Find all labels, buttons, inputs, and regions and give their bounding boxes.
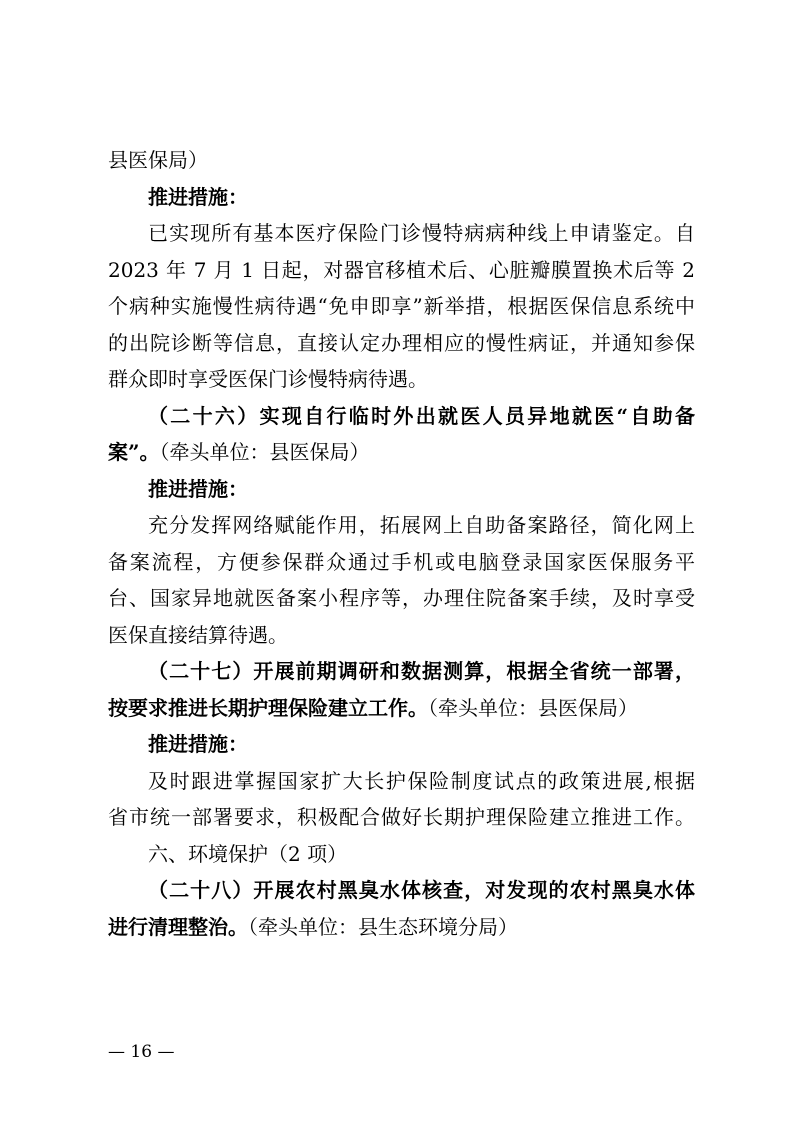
document-body xyxy=(108,142,695,945)
item-heading-text: 进行清理整治。 xyxy=(108,914,248,939)
item-heading-28: （二十八）开展农村黑臭水体核查，对发现的农村黑臭水体 xyxy=(148,878,695,902)
item-heading-text: 案”。 xyxy=(108,440,160,464)
paragraph-line: 县医保局） xyxy=(108,148,208,172)
measures-heading: 推进措施： xyxy=(148,184,248,209)
measures-heading: 推进措施： xyxy=(148,732,248,756)
lead-unit: （牵头单位：县医保局） xyxy=(428,695,638,720)
item-heading-text: 按要求推进长期护理保险建立工作。 xyxy=(108,695,428,720)
item-heading-28-cont xyxy=(108,909,695,946)
lead-unit: （牵头单位：县医保局） xyxy=(159,440,370,464)
item-heading-26-cont xyxy=(108,434,695,471)
paragraph-line: 台、国家异地就医备案小程序等，办理住院备案手续，及时享受 xyxy=(108,586,695,610)
measures-heading: 推进措施： xyxy=(148,476,248,501)
section-heading: 六、环境保护（2 项） xyxy=(148,841,348,866)
paragraph-line: 2023 年 7 月 1 日起，对器官移植术后、心脏瓣膜置换术后等 2 xyxy=(108,257,695,282)
paragraph-line: 个病种实施慢性病待遇“免申即享”新举措，根据医保信息系统中 xyxy=(108,294,695,318)
paragraph-line: 已实现所有基本医疗保险门诊慢特病病种线上申请鉴定。自 xyxy=(148,221,695,245)
paragraph-line: 群众即时享受医保门诊慢特病待遇。 xyxy=(108,367,428,391)
lead-unit: （牵头单位：县生态环境分局） xyxy=(248,914,518,939)
item-heading-27: （二十七）开展前期调研和数据测算，根据全省统一部署， xyxy=(148,659,695,683)
page-number: — 16 — xyxy=(108,1042,175,1062)
paragraph-line: 医保直接结算待遇。 xyxy=(108,622,288,647)
item-heading-27-cont xyxy=(108,690,695,727)
paragraph-line: 备案流程，方便参保群众通过手机或电脑登录国家医保服务平 xyxy=(108,549,695,574)
paragraph-line: 的出院诊断等信息，直接认定办理相应的慢性病证，并通知参保 xyxy=(108,330,695,355)
paragraph-line: 充分发挥网络赋能作用，拓展网上自助备案路径，简化网上 xyxy=(148,513,695,537)
paragraph-line: 省市统一部署要求，积极配合做好长期护理保险建立推进工作。 xyxy=(108,805,695,829)
paragraph-line: 及时跟进掌握国家扩大长护保险制度试点的政策进展,根据 xyxy=(148,768,695,793)
item-heading-26: （二十六）实现自行临时外出就医人员异地就医“自助备 xyxy=(148,403,695,428)
